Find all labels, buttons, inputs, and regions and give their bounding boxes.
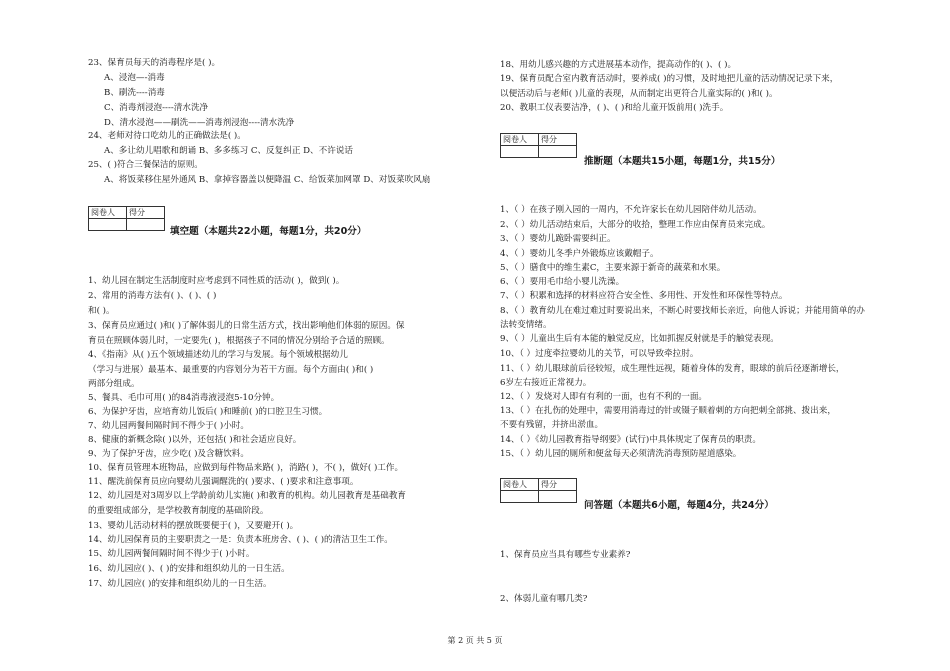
judge-question-line: 2、（ ）幼儿活动结束后，大部分的收拾，整理工作应由保育员来完成。: [500, 220, 771, 230]
choice-line: A、多让幼儿唱歌和朗诵 B、多多练习 C、反复纠正 D、不许说话: [104, 146, 354, 156]
section-title-judge: 推断题（本题共15小题，每题1分，共15分）: [584, 156, 781, 167]
section-title-fill: 填空题（本题共22小题，每题1分，共20分）: [170, 226, 367, 237]
fill-question-line: 9、为了保护牙齿，应少吃( )及含糖饮料。: [88, 449, 249, 459]
judge-question-line: 5、（ ）膳食中的维生素C，主要来源于新奇的蔬菜和水果。: [500, 263, 726, 273]
fill-question-line: 17、幼儿园应( )的安排和组织幼儿的一日生活。: [88, 579, 272, 589]
judge-question-line: 14、（ ）《幼儿园教育指导纲要》(试行)中具体规定了保育员的职责。: [500, 435, 761, 445]
fill-question-line: 11、醒洗前保育员应向婴幼儿强调醒洗的( )要求、( )要求和注意事项。: [88, 477, 359, 487]
fill-question-line: 4、《指南》从( )五个领域描述幼儿的学习与发展。每个领域根据幼儿: [88, 350, 348, 360]
fill-question-line: 18、用幼儿感兴趣的方式进展基本动作，提高动作的( )、( )。: [500, 60, 737, 70]
fill-question-line: 以便活动后与老师( )儿童的表现，从而制定出更符合儿童实际的( )和( )。: [500, 89, 778, 99]
fill-question-line: 19、保育员配合室内教育活动时，要养成( )的习惯，及时地把儿童的活动情况记录下来，: [500, 74, 839, 84]
fill-question-line: 8、健康的新概念除( )以外，还包括( )和社会适应良好。: [88, 435, 302, 445]
score-box-reviewer-cell: [89, 219, 127, 231]
fill-question-line: 10、保育员管理本班物品，应做到每件物品来路( )，消路( )，不( )，做好( )工作。: [88, 463, 404, 473]
judge-question-line: 10、（ ）过度牵拉婴幼儿的关节，可以导致牵拉肘。: [500, 349, 699, 359]
fill-question-line: 7、幼儿园两餐间隔时间不得少于( )小时。: [88, 421, 249, 431]
fill-question-line: 15、幼儿园两餐间隔时间不得少于( )小时。: [88, 549, 255, 559]
judge-question-line: 12、（ ）发烧对人即有有利的一面，也有不利的一面。: [500, 392, 708, 402]
score-box-score-label: 得分: [539, 134, 577, 146]
choice-line: D、清水浸泡——刷洗——消毒剂浸泡----清水洗净: [104, 118, 295, 128]
fill-question-line: 育员在照顾体弱儿时，一定要先( )，根据孩子不同的情况分别给予合适的照顾。: [88, 336, 390, 346]
judge-question-line: 9、（ ）儿童出生后有本能的触觉反应，比如抓握反射就是手的触觉表现。: [500, 334, 779, 344]
judge-question-line: 法转变情绪。: [500, 320, 552, 330]
judge-question-line: 13、（ ）在扎伤的处理中，需要用消毒过的针或镊子顺着刺的方向把刺全部挑、拨出来，: [500, 406, 836, 416]
fill-question-line: 2、常用的消毒方法有( )、( )、( ): [88, 291, 217, 301]
fill-question-line: 的重要组成部分，是学校教育制度的基础阶段。: [88, 506, 269, 516]
judge-question-line: 6岁左右接近正常视力。: [500, 378, 592, 388]
score-box-score-label: 得分: [539, 479, 577, 491]
score-box-reviewer-label: 阅卷人: [501, 134, 539, 146]
score-box-reviewer-label: 阅卷人: [501, 479, 539, 491]
score-box-reviewer-label: 阅卷人: [89, 207, 127, 219]
qa-question-line: 2、体弱儿童有哪几类?: [500, 594, 588, 604]
choice-line: A、浸泡—-消毒: [104, 73, 165, 83]
judge-question-line: 7、（ ）积累和选择的材料应符合安全性、多用性、开发性和环保性等特点。: [500, 291, 788, 301]
fill-question-line: 12、幼儿园是对3周岁以上学龄前幼儿实施( )和教育的机构。幼儿园教育是基础教育: [88, 491, 407, 501]
page-footer: 第 2 页 共 5 页: [447, 636, 503, 645]
choice-line: A、将饭菜移住屋外通风 B、拿掉容器盖以便降温 C、给饭菜加网罩 D、对饭菜吹风扇: [104, 175, 431, 185]
fill-question-line: 两部分组成。: [88, 379, 140, 389]
score-box-score-cell: [539, 491, 577, 503]
choice-line: B、刷洗----消毒: [104, 88, 165, 98]
judge-question-line: 4、（ ）婴幼儿冬季户外锻炼应该戴帽子。: [500, 249, 659, 259]
choice-line: 23、保育员每天的消毒程序是( )。: [88, 58, 221, 68]
judge-question-line: 3、（ ）婴幼儿跪卧需要纠正。: [500, 234, 616, 244]
qa-question-line: 1、保育员应当具有哪些专业素养?: [500, 550, 631, 560]
choice-line: 24、老师对待口吃幼儿的正确做法是( )。: [88, 131, 246, 141]
score-box: [500, 133, 577, 158]
score-box-score-cell: [127, 219, 165, 231]
fill-question-line: 3、保育员应通过( )和( )了解体弱儿的日常生活方式，找出影响他们体弱的原因。保: [88, 321, 405, 331]
fill-question-line: （学习与进展）最基本、最重要的内容划分为若干方面。每个方面由( )和( ): [88, 365, 374, 375]
fill-question-line: 13、婴幼儿活动材料的摆放既要便于( )，又要避开( )。: [88, 521, 299, 531]
score-box-score-label: 得分: [127, 207, 165, 219]
fill-question-line: 16、幼儿园应( )、( )的安排和组织幼儿的一日生活。: [88, 564, 290, 574]
choice-line: 25、( )符合三餐保洁的原则。: [88, 160, 203, 170]
choice-line: C、消毒剂浸泡----清水洗净: [104, 103, 209, 113]
judge-question-line: 11、（ ）幼儿眼球前后径较短，成生理性远视，随着身体的发育，眼球的前后径逐渐增长，: [500, 364, 845, 374]
judge-question-line: 1、（ ）在孩子刚入园的一周内，不允许家长在幼儿园陪伴幼儿活动。: [500, 205, 762, 215]
score-box-reviewer-cell: [501, 491, 539, 503]
judge-question-line: 8、（ ）教育幼儿在难过难过时要说出来，不断心时要找师长亲近，向他人诉说；并能用简单的办: [500, 306, 865, 316]
fill-question-line: 5、餐具、毛巾可用( )的84消毒液浸泡5-10分钟。: [88, 393, 280, 403]
fill-question-line: 20、教职工仪表要洁净，( )、( )和给儿童开饭前用( )洗手。: [500, 103, 729, 113]
judge-question-line: 6、（ ）要用毛巾给小婴儿洗澡。: [500, 277, 625, 287]
fill-question-line: 1、幼儿园在制定生活制度时应考虑到不同性质的活动( )，做到( )。: [88, 276, 345, 286]
fill-question-line: 和( )。: [88, 306, 115, 316]
fill-question-line: 6、为保护牙齿，应培育幼儿饭后( )和睡前( )的口腔卫生习惯。: [88, 407, 328, 417]
score-box: [500, 478, 577, 503]
judge-question-line: 不要有残留，并挤出淤血。: [500, 420, 604, 430]
fill-question-line: 14、幼儿园保育员的主要职责之一是：负责本班房舍、( )、( )的清洁卫生工作。: [88, 535, 393, 545]
section-title-qa: 问答题（本题共6小题，每题4分，共24分）: [584, 500, 774, 511]
judge-question-line: 15、（ ）幼儿园的厕所和便盆每天必须清洗消毒预防屋道感染。: [500, 449, 742, 459]
score-box-reviewer-cell: [501, 146, 539, 158]
score-box: [88, 206, 165, 231]
score-box-score-cell: [539, 146, 577, 158]
